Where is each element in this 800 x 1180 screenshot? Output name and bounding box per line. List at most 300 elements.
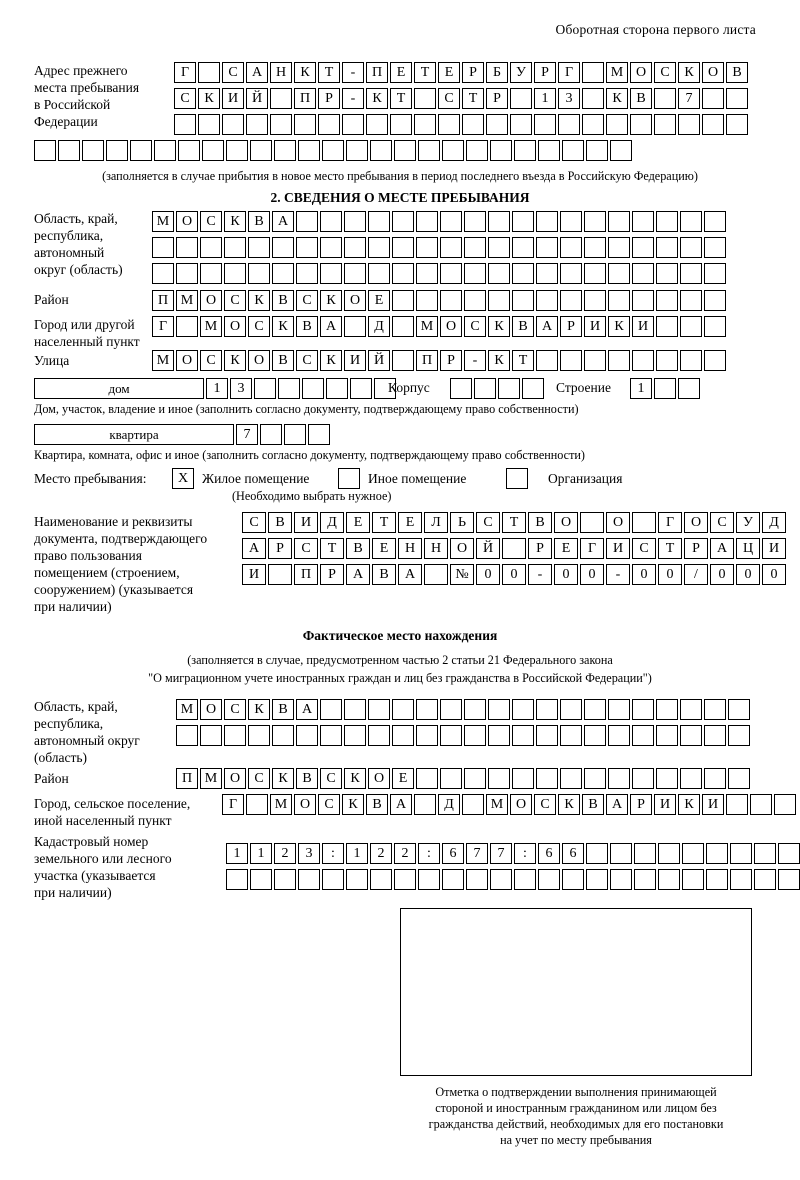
form-cell[interactable]: Н bbox=[424, 538, 448, 559]
form-cell[interactable]: У bbox=[510, 62, 532, 83]
form-cell[interactable] bbox=[774, 794, 796, 815]
form-cell[interactable]: Й bbox=[368, 350, 390, 371]
section2-street-row[interactable] bbox=[152, 350, 728, 371]
form-cell[interactable] bbox=[176, 263, 198, 284]
form-cell[interactable] bbox=[560, 237, 582, 258]
form-cell[interactable]: К bbox=[248, 290, 270, 311]
form-cell[interactable]: П bbox=[152, 290, 174, 311]
form-cell[interactable]: П bbox=[416, 350, 438, 371]
form-cell[interactable]: М bbox=[152, 211, 174, 232]
form-cell[interactable]: В bbox=[346, 538, 370, 559]
form-cell[interactable]: Т bbox=[390, 88, 412, 109]
form-cell[interactable]: С bbox=[224, 699, 246, 720]
form-cell[interactable] bbox=[488, 237, 510, 258]
form-cell[interactable] bbox=[368, 237, 390, 258]
form-cell[interactable] bbox=[178, 140, 200, 161]
form-cell[interactable] bbox=[658, 843, 680, 864]
form-cell[interactable]: А bbox=[390, 794, 412, 815]
form-cell[interactable] bbox=[730, 869, 752, 890]
form-cell[interactable] bbox=[176, 316, 198, 337]
form-cell[interactable]: С bbox=[248, 768, 270, 789]
form-cell[interactable] bbox=[584, 237, 606, 258]
form-cell[interactable] bbox=[584, 211, 606, 232]
form-cell[interactable] bbox=[656, 211, 678, 232]
form-cell[interactable] bbox=[392, 290, 414, 311]
form-cell[interactable]: В bbox=[248, 211, 270, 232]
form-cell[interactable]: Е bbox=[554, 538, 578, 559]
form-cell[interactable]: Г bbox=[174, 62, 196, 83]
document-row[interactable] bbox=[242, 512, 788, 533]
form-cell[interactable] bbox=[656, 316, 678, 337]
form-cell[interactable] bbox=[634, 869, 656, 890]
form-cell[interactable]: М bbox=[486, 794, 508, 815]
form-cell[interactable] bbox=[344, 725, 366, 746]
form-cell[interactable]: С bbox=[248, 316, 270, 337]
form-cell[interactable]: О bbox=[702, 62, 724, 83]
form-cell[interactable] bbox=[702, 114, 724, 135]
form-cell[interactable]: В bbox=[366, 794, 388, 815]
form-cell[interactable] bbox=[226, 869, 248, 890]
form-cell[interactable] bbox=[370, 140, 392, 161]
form-cell[interactable] bbox=[680, 237, 702, 258]
form-cell[interactable] bbox=[538, 140, 560, 161]
form-cell[interactable] bbox=[502, 538, 526, 559]
form-cell[interactable] bbox=[440, 725, 462, 746]
form-cell[interactable] bbox=[512, 290, 534, 311]
form-cell[interactable] bbox=[488, 263, 510, 284]
form-cell[interactable] bbox=[728, 768, 750, 789]
form-cell[interactable] bbox=[582, 114, 604, 135]
form-cell[interactable] bbox=[488, 211, 510, 232]
form-cell[interactable]: С bbox=[224, 290, 246, 311]
form-cell[interactable] bbox=[416, 768, 438, 789]
form-cell[interactable] bbox=[656, 237, 678, 258]
form-cell[interactable] bbox=[248, 725, 270, 746]
form-cell[interactable] bbox=[536, 699, 558, 720]
cadastral-row[interactable] bbox=[226, 869, 800, 890]
form-cell[interactable]: В bbox=[726, 62, 748, 83]
form-cell[interactable]: Р bbox=[440, 350, 462, 371]
form-cell[interactable]: О bbox=[224, 768, 246, 789]
form-cell[interactable] bbox=[704, 350, 726, 371]
form-cell[interactable] bbox=[560, 350, 582, 371]
form-cell[interactable] bbox=[586, 869, 608, 890]
form-cell[interactable]: Н bbox=[270, 62, 292, 83]
form-cell[interactable] bbox=[274, 869, 296, 890]
form-cell[interactable] bbox=[510, 114, 532, 135]
stroenie-row[interactable] bbox=[630, 378, 702, 399]
form-cell[interactable]: Т bbox=[502, 512, 526, 533]
form-cell[interactable]: Т bbox=[414, 62, 436, 83]
form-cell[interactable]: А bbox=[346, 564, 370, 585]
form-cell[interactable] bbox=[706, 869, 728, 890]
form-cell[interactable] bbox=[272, 263, 294, 284]
form-cell[interactable] bbox=[560, 768, 582, 789]
form-cell[interactable]: Д bbox=[762, 512, 786, 533]
form-cell[interactable]: 6 bbox=[442, 843, 464, 864]
form-cell[interactable] bbox=[278, 378, 300, 399]
form-cell[interactable] bbox=[394, 869, 416, 890]
form-cell[interactable] bbox=[308, 424, 330, 445]
form-cell[interactable]: О bbox=[344, 290, 366, 311]
form-cell[interactable]: С bbox=[200, 211, 222, 232]
form-cell[interactable]: С bbox=[632, 538, 656, 559]
form-cell[interactable] bbox=[226, 140, 248, 161]
form-cell[interactable] bbox=[608, 699, 630, 720]
form-cell[interactable] bbox=[608, 725, 630, 746]
actual-region-row[interactable] bbox=[176, 725, 752, 746]
form-cell[interactable] bbox=[706, 843, 728, 864]
form-cell[interactable] bbox=[174, 114, 196, 135]
form-cell[interactable]: М bbox=[270, 794, 292, 815]
form-cell[interactable]: В bbox=[528, 512, 552, 533]
actual-region-row[interactable] bbox=[176, 699, 752, 720]
form-cell[interactable] bbox=[438, 114, 460, 135]
cadastral-row[interactable] bbox=[226, 843, 800, 864]
form-cell[interactable] bbox=[680, 725, 702, 746]
form-cell[interactable]: С bbox=[242, 512, 266, 533]
form-cell[interactable]: Е bbox=[346, 512, 370, 533]
form-cell[interactable]: 2 bbox=[394, 843, 416, 864]
form-cell[interactable] bbox=[632, 350, 654, 371]
form-cell[interactable] bbox=[250, 140, 272, 161]
form-cell[interactable] bbox=[350, 378, 372, 399]
form-cell[interactable]: 1 bbox=[534, 88, 556, 109]
form-cell[interactable] bbox=[152, 263, 174, 284]
form-cell[interactable]: : bbox=[322, 843, 344, 864]
form-cell[interactable]: К bbox=[224, 350, 246, 371]
prev-address-row[interactable] bbox=[174, 114, 750, 135]
form-cell[interactable] bbox=[464, 699, 486, 720]
form-cell[interactable] bbox=[512, 699, 534, 720]
form-cell[interactable] bbox=[296, 725, 318, 746]
form-cell[interactable] bbox=[368, 725, 390, 746]
form-cell[interactable] bbox=[464, 263, 486, 284]
form-cell[interactable] bbox=[488, 699, 510, 720]
form-cell[interactable]: О bbox=[440, 316, 462, 337]
form-cell[interactable]: / bbox=[684, 564, 708, 585]
form-cell[interactable] bbox=[584, 350, 606, 371]
form-cell[interactable]: Е bbox=[392, 768, 414, 789]
checkbox-zhiloe[interactable]: Х bbox=[172, 468, 194, 489]
form-cell[interactable]: С bbox=[464, 316, 486, 337]
form-cell[interactable] bbox=[560, 263, 582, 284]
form-cell[interactable] bbox=[320, 237, 342, 258]
form-cell[interactable] bbox=[392, 211, 414, 232]
form-cell[interactable]: 0 bbox=[736, 564, 760, 585]
form-cell[interactable] bbox=[344, 316, 366, 337]
form-cell[interactable] bbox=[464, 725, 486, 746]
form-cell[interactable] bbox=[654, 114, 676, 135]
form-cell[interactable] bbox=[704, 237, 726, 258]
form-cell[interactable] bbox=[466, 869, 488, 890]
form-cell[interactable]: 0 bbox=[762, 564, 786, 585]
form-cell[interactable]: Е bbox=[390, 62, 412, 83]
form-cell[interactable]: Р bbox=[528, 538, 552, 559]
form-cell[interactable] bbox=[268, 564, 292, 585]
form-cell[interactable]: К bbox=[558, 794, 580, 815]
form-cell[interactable]: К bbox=[678, 62, 700, 83]
form-cell[interactable]: К bbox=[488, 350, 510, 371]
stamp-box[interactable] bbox=[400, 908, 752, 1076]
form-cell[interactable] bbox=[198, 62, 220, 83]
form-cell[interactable]: В bbox=[630, 88, 652, 109]
form-cell[interactable]: 1 bbox=[346, 843, 368, 864]
form-cell[interactable]: Г bbox=[580, 538, 604, 559]
form-cell[interactable] bbox=[632, 263, 654, 284]
form-cell[interactable] bbox=[246, 114, 268, 135]
form-cell[interactable] bbox=[632, 768, 654, 789]
form-cell[interactable] bbox=[344, 699, 366, 720]
form-cell[interactable]: 1 bbox=[630, 378, 652, 399]
form-cell[interactable]: А bbox=[398, 564, 422, 585]
form-cell[interactable] bbox=[610, 843, 632, 864]
document-row[interactable] bbox=[242, 564, 788, 585]
form-cell[interactable]: 6 bbox=[562, 843, 584, 864]
form-cell[interactable]: - bbox=[528, 564, 552, 585]
form-cell[interactable]: С bbox=[174, 88, 196, 109]
form-cell[interactable]: К bbox=[224, 211, 246, 232]
form-cell[interactable] bbox=[344, 263, 366, 284]
form-cell[interactable]: О bbox=[200, 290, 222, 311]
form-cell[interactable] bbox=[320, 211, 342, 232]
form-cell[interactable]: П bbox=[294, 88, 316, 109]
form-cell[interactable] bbox=[254, 378, 276, 399]
form-cell[interactable] bbox=[704, 768, 726, 789]
form-cell[interactable]: С bbox=[200, 350, 222, 371]
form-cell[interactable]: И bbox=[294, 512, 318, 533]
form-cell[interactable] bbox=[608, 350, 630, 371]
form-cell[interactable]: П bbox=[294, 564, 318, 585]
form-cell[interactable] bbox=[368, 211, 390, 232]
document-row[interactable] bbox=[242, 538, 788, 559]
form-cell[interactable] bbox=[512, 725, 534, 746]
form-cell[interactable] bbox=[82, 140, 104, 161]
form-cell[interactable] bbox=[270, 114, 292, 135]
form-cell[interactable] bbox=[424, 564, 448, 585]
form-cell[interactable] bbox=[442, 140, 464, 161]
form-cell[interactable]: Р bbox=[268, 538, 292, 559]
form-cell[interactable] bbox=[536, 237, 558, 258]
form-cell[interactable] bbox=[318, 114, 340, 135]
form-cell[interactable] bbox=[582, 88, 604, 109]
form-cell[interactable]: А bbox=[320, 316, 342, 337]
form-cell[interactable]: О bbox=[294, 794, 316, 815]
form-cell[interactable]: К bbox=[678, 794, 700, 815]
form-cell[interactable] bbox=[392, 263, 414, 284]
section2-region-row[interactable] bbox=[152, 263, 728, 284]
form-cell[interactable] bbox=[490, 140, 512, 161]
form-cell[interactable]: О bbox=[606, 512, 630, 533]
form-cell[interactable] bbox=[370, 869, 392, 890]
form-cell[interactable]: К bbox=[198, 88, 220, 109]
form-cell[interactable]: К bbox=[272, 768, 294, 789]
form-cell[interactable]: 2 bbox=[274, 843, 296, 864]
form-cell[interactable]: В bbox=[268, 512, 292, 533]
form-cell[interactable]: Й bbox=[476, 538, 500, 559]
form-cell[interactable]: К bbox=[344, 768, 366, 789]
form-cell[interactable] bbox=[728, 699, 750, 720]
form-cell[interactable]: К bbox=[248, 699, 270, 720]
form-cell[interactable] bbox=[610, 140, 632, 161]
form-cell[interactable] bbox=[368, 699, 390, 720]
form-cell[interactable] bbox=[272, 237, 294, 258]
form-cell[interactable]: К bbox=[294, 62, 316, 83]
form-cell[interactable] bbox=[704, 699, 726, 720]
form-cell[interactable] bbox=[560, 290, 582, 311]
form-cell[interactable] bbox=[726, 88, 748, 109]
form-cell[interactable] bbox=[656, 699, 678, 720]
form-cell[interactable] bbox=[346, 140, 368, 161]
form-cell[interactable] bbox=[606, 114, 628, 135]
form-cell[interactable] bbox=[296, 211, 318, 232]
form-cell[interactable]: И bbox=[762, 538, 786, 559]
form-cell[interactable] bbox=[416, 211, 438, 232]
korpus-row[interactable] bbox=[450, 378, 546, 399]
form-cell[interactable]: О bbox=[684, 512, 708, 533]
form-cell[interactable] bbox=[344, 211, 366, 232]
form-cell[interactable] bbox=[558, 114, 580, 135]
form-cell[interactable]: Р bbox=[630, 794, 652, 815]
form-cell[interactable] bbox=[586, 140, 608, 161]
form-cell[interactable] bbox=[754, 869, 776, 890]
form-cell[interactable]: Т bbox=[372, 512, 396, 533]
form-cell[interactable]: О bbox=[176, 350, 198, 371]
form-cell[interactable]: К bbox=[272, 316, 294, 337]
form-cell[interactable]: К bbox=[320, 290, 342, 311]
form-cell[interactable] bbox=[778, 869, 800, 890]
form-cell[interactable] bbox=[200, 263, 222, 284]
form-cell[interactable] bbox=[294, 114, 316, 135]
form-cell[interactable]: Т bbox=[320, 538, 344, 559]
form-cell[interactable] bbox=[730, 843, 752, 864]
form-cell[interactable]: 3 bbox=[230, 378, 252, 399]
form-cell[interactable] bbox=[224, 263, 246, 284]
form-cell[interactable]: 0 bbox=[476, 564, 500, 585]
form-cell[interactable]: П bbox=[366, 62, 388, 83]
form-cell[interactable] bbox=[702, 88, 724, 109]
form-cell[interactable] bbox=[440, 237, 462, 258]
form-cell[interactable] bbox=[248, 263, 270, 284]
form-cell[interactable] bbox=[584, 725, 606, 746]
form-cell[interactable]: С bbox=[438, 88, 460, 109]
form-cell[interactable] bbox=[442, 869, 464, 890]
form-cell[interactable]: Р bbox=[560, 316, 582, 337]
form-cell[interactable]: М bbox=[176, 290, 198, 311]
form-cell[interactable]: Р bbox=[534, 62, 556, 83]
form-cell[interactable] bbox=[608, 768, 630, 789]
form-cell[interactable] bbox=[680, 699, 702, 720]
form-cell[interactable] bbox=[462, 114, 484, 135]
form-cell[interactable] bbox=[608, 263, 630, 284]
form-cell[interactable] bbox=[534, 114, 556, 135]
form-cell[interactable]: А bbox=[296, 699, 318, 720]
form-cell[interactable] bbox=[200, 725, 222, 746]
form-cell[interactable] bbox=[414, 114, 436, 135]
form-cell[interactable] bbox=[728, 725, 750, 746]
form-cell[interactable]: С bbox=[476, 512, 500, 533]
house-field-label[interactable]: дом bbox=[34, 378, 204, 399]
form-cell[interactable] bbox=[514, 140, 536, 161]
form-cell[interactable] bbox=[634, 843, 656, 864]
form-cell[interactable] bbox=[656, 350, 678, 371]
form-cell[interactable]: Р bbox=[486, 88, 508, 109]
form-cell[interactable]: И bbox=[584, 316, 606, 337]
form-cell[interactable] bbox=[704, 725, 726, 746]
form-cell[interactable]: 7 bbox=[678, 88, 700, 109]
form-cell[interactable]: А bbox=[242, 538, 266, 559]
form-cell[interactable] bbox=[538, 869, 560, 890]
form-cell[interactable]: И bbox=[654, 794, 676, 815]
form-cell[interactable]: С bbox=[320, 768, 342, 789]
form-cell[interactable] bbox=[320, 725, 342, 746]
form-cell[interactable] bbox=[586, 843, 608, 864]
form-cell[interactable] bbox=[632, 725, 654, 746]
form-cell[interactable] bbox=[536, 350, 558, 371]
form-cell[interactable] bbox=[464, 768, 486, 789]
form-cell[interactable]: В bbox=[272, 699, 294, 720]
form-cell[interactable]: О bbox=[450, 538, 474, 559]
form-cell[interactable]: Т bbox=[318, 62, 340, 83]
form-cell[interactable] bbox=[298, 140, 320, 161]
form-cell[interactable] bbox=[176, 237, 198, 258]
form-cell[interactable]: В bbox=[582, 794, 604, 815]
form-cell[interactable]: С bbox=[534, 794, 556, 815]
form-cell[interactable]: С bbox=[222, 62, 244, 83]
form-cell[interactable] bbox=[392, 316, 414, 337]
form-cell[interactable] bbox=[560, 699, 582, 720]
form-cell[interactable]: В bbox=[272, 350, 294, 371]
form-cell[interactable] bbox=[200, 237, 222, 258]
form-cell[interactable] bbox=[680, 768, 702, 789]
form-cell[interactable] bbox=[584, 699, 606, 720]
form-cell[interactable]: : bbox=[418, 843, 440, 864]
form-cell[interactable] bbox=[582, 62, 604, 83]
form-cell[interactable] bbox=[632, 211, 654, 232]
form-cell[interactable] bbox=[320, 699, 342, 720]
form-cell[interactable] bbox=[562, 869, 584, 890]
form-cell[interactable] bbox=[326, 378, 348, 399]
form-cell[interactable] bbox=[270, 88, 292, 109]
form-cell[interactable]: О bbox=[368, 768, 390, 789]
form-cell[interactable]: С bbox=[654, 62, 676, 83]
form-cell[interactable]: 0 bbox=[632, 564, 656, 585]
form-cell[interactable] bbox=[176, 725, 198, 746]
form-cell[interactable]: О bbox=[224, 316, 246, 337]
form-cell[interactable] bbox=[392, 237, 414, 258]
form-cell[interactable] bbox=[418, 869, 440, 890]
form-cell[interactable] bbox=[154, 140, 176, 161]
form-cell[interactable] bbox=[466, 140, 488, 161]
form-cell[interactable]: 6 bbox=[538, 843, 560, 864]
form-cell[interactable] bbox=[246, 794, 268, 815]
form-cell[interactable] bbox=[778, 843, 800, 864]
form-cell[interactable] bbox=[704, 316, 726, 337]
form-cell[interactable]: 7 bbox=[490, 843, 512, 864]
form-cell[interactable]: И bbox=[344, 350, 366, 371]
form-cell[interactable]: - bbox=[464, 350, 486, 371]
form-cell[interactable]: С bbox=[296, 290, 318, 311]
form-cell[interactable]: 1 bbox=[206, 378, 228, 399]
form-cell[interactable] bbox=[632, 699, 654, 720]
form-cell[interactable]: - bbox=[342, 62, 364, 83]
form-cell[interactable]: Л bbox=[424, 512, 448, 533]
form-cell[interactable]: К bbox=[320, 350, 342, 371]
form-cell[interactable]: Й bbox=[246, 88, 268, 109]
form-cell[interactable] bbox=[272, 725, 294, 746]
form-cell[interactable]: Г bbox=[558, 62, 580, 83]
form-cell[interactable] bbox=[632, 290, 654, 311]
